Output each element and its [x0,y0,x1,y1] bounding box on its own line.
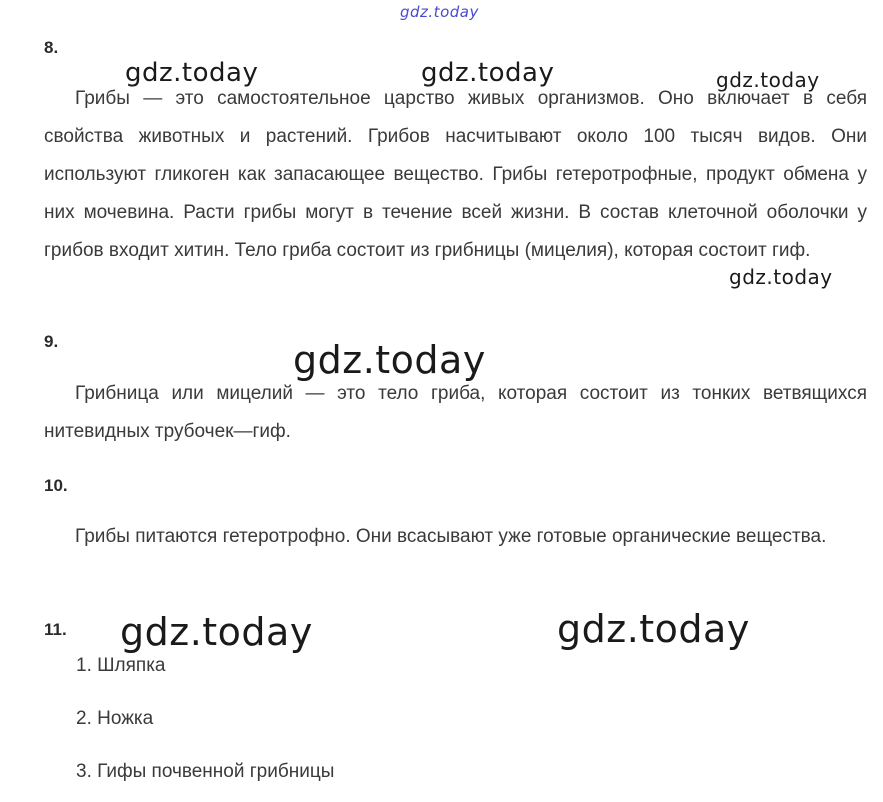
section-number-9: 9. [44,332,59,351]
section-10-text: Грибы питаются гетеротрофно. Они всасывают уже готовые органические вещества. [75,526,827,547]
list-item-3: 3. Гифы почвенной грибницы [76,761,335,782]
watermark: gdz.today [557,607,750,651]
list-item-2: 2. Ножка [76,708,154,729]
header-watermark: gdz.today [400,3,479,21]
section-9-text: Грибница или мицелий — это тело гриба, которая состоит из тонких ветвящихся нитевидных трубочек—гиф. [44,383,867,442]
watermark: gdz.today [293,338,486,382]
watermark: gdz.today [716,68,820,92]
watermark: gdz.today [125,58,259,88]
section-8-text: Грибы — это самостоятельное царство живых организмов. Оно включает в себя свойства животных и растений. Грибов насчитывают около 100 тысяч видов. Они используют гликоген как запасающее вещество. Грибы гетеротрофные, продукт обмена у них мочевина. Расти грибы могут в течение всей жизни. В состав клеточной оболочки у грибов входит хитин. Тело гриба состоит из грибницы (мицелия), которая состоит гиф. [44,88,867,261]
watermark: gdz.today [120,610,313,654]
watermark: gdz.today [421,58,555,88]
watermark: gdz.today [729,265,833,289]
section-number-10: 10. [44,476,68,495]
section-number-8: 8. [44,38,59,57]
section-number-11: 11. [44,620,67,639]
list-item-1: 1. Шляпка [76,655,166,676]
